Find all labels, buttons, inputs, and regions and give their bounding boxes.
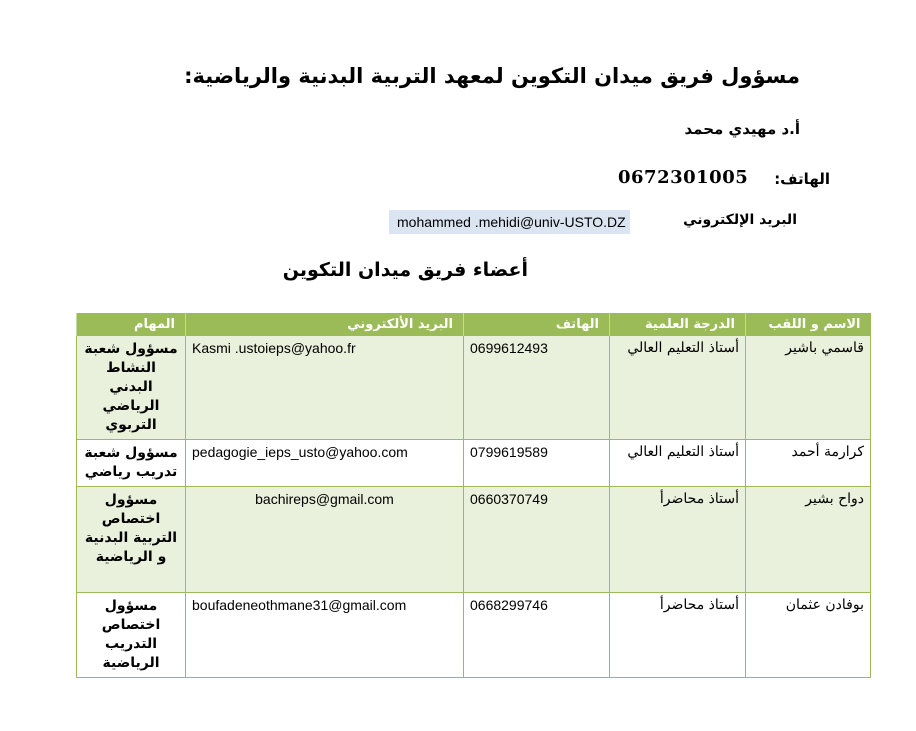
header-grade: الدرجة العلمية <box>610 313 746 336</box>
member-name: بوفادن عثمان <box>746 593 871 678</box>
header-name: الاسم و اللقب <box>746 313 871 336</box>
header-tasks: المهام <box>77 313 186 336</box>
member-grade: أستاذ التعليم العالي <box>610 440 746 487</box>
table-row <box>77 593 871 678</box>
team-subtitle: أعضاء فريق ميدان التكوين <box>282 259 528 281</box>
member-grade: أستاذ محاضرأ <box>610 593 746 678</box>
member-grade: أستاذ محاضرأ <box>610 487 746 593</box>
member-email[interactable]: bachireps@gmail.com <box>186 487 464 593</box>
member-tasks: مسؤول شعبة تدريب رياضي <box>77 440 186 487</box>
member-tasks: مسؤول اختصاص التدريب الرياضية <box>77 593 186 678</box>
team-table <box>76 313 871 678</box>
member-grade: أستاذ التعليم العالي <box>610 336 746 440</box>
member-email[interactable]: pedagogie_ieps_usto@yahoo.com <box>186 440 464 487</box>
phone-label: الهاتف: <box>774 170 830 188</box>
member-phone: 0799619589 <box>464 440 610 487</box>
responsible-name: أ.د مهيدي محمد <box>684 120 800 138</box>
member-name: قاسمي باشير <box>746 336 871 440</box>
member-name: دواح بشير <box>746 487 871 593</box>
email-value[interactable]: mohammed .mehidi@univ-USTO.DZ <box>389 210 630 234</box>
member-name: كرارمة أحمد <box>746 440 871 487</box>
member-email[interactable]: Kasmi .ustoieps@yahoo.fr <box>186 336 464 440</box>
phone-value: 0672301005 <box>618 167 749 188</box>
table-header-row <box>77 313 871 336</box>
member-tasks: مسؤول اختصاص التربية البدنية و الرياضية <box>77 487 186 593</box>
table-row <box>77 487 871 593</box>
member-phone: 0660370749 <box>464 487 610 593</box>
member-phone: 0668299746 <box>464 593 610 678</box>
header-email: البريد الألكتروني <box>186 313 464 336</box>
email-line <box>389 210 809 236</box>
header-phone: الهاتف <box>464 313 610 336</box>
member-email[interactable]: boufadeneothmane31@gmail.com <box>186 593 464 678</box>
phone-line <box>560 167 830 191</box>
member-tasks: مسؤول شعبة النشاط البدني الرياضي التربوي <box>77 336 186 440</box>
email-label: البريد الإلكتروني <box>683 212 797 228</box>
member-phone: 0699612493 <box>464 336 610 440</box>
table-row <box>77 440 871 487</box>
table-row <box>77 336 871 440</box>
document-title: مسؤول فريق ميدان التكوين لمعهد التربية البدنية والرياضية: <box>184 64 800 88</box>
